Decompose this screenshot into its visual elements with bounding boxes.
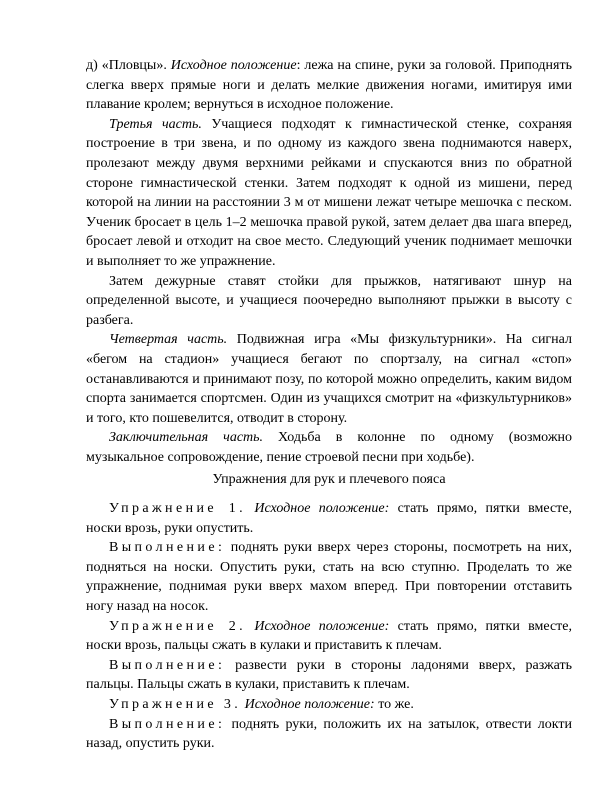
exercise-3-exec-text: поднять руки, положить их на затылок, отвести локти назад, опустить руки. — [86, 716, 572, 752]
exercise-1-term: Исходное положение: — [254, 501, 390, 517]
exercise-1-label: Упражнение 1. — [109, 501, 247, 517]
final-part-lead: Заключительная часть. — [109, 430, 264, 446]
exercise-1-exec-text: поднять руки вверх через стороны, посмотреть на них, подняться на носки. Опустить руки, стать на всю ступню. Проделать то же упражнение, поднимая руки вверх махом вперед. При повторении отставить ногу назад на носок. — [86, 540, 572, 615]
swimmers-lead: д) «Пловцы». — [86, 58, 171, 73]
exercise-2-exec-label: Выполнение: — [109, 657, 226, 673]
exercise-1-position — [86, 499, 572, 538]
exercise-3-term: Исходное положение: — [244, 697, 375, 712]
fourth-part-text: Подвижная игра «Мы физкультурники». На сигнал «бегом на стадион» учащиеся бегают по спортзалу, на сигнал «стоп» останавливаются и принимают позу, по которой можно определить, каким видом спорта занимается спортсмен. Один из учащихся смотрит на «физкультурников» и того, кто пошевелится, отводит в сторону. — [86, 332, 572, 426]
exercise-2-exec-text: развести руки в стороны ладонями вверх, разжать пальцы. Пальцы сжать в кулаки, приставить к плечам. — [86, 657, 572, 693]
third-part-lead: Третья часть. — [109, 116, 202, 132]
exercise-1-text: стать прямо, пятки вместе, носки врозь, руки опустить. — [86, 501, 573, 536]
jumps-text: Затем дежурные ставят стойки для прыжков, натягивают шнур на определенной высоте, и учащиеся поочередно выполняют прыжки в высоту с разбега. — [86, 273, 572, 328]
paragraph-fourth-part — [86, 330, 572, 428]
swimmers-text: : лежа на спине, руки за головой. Приподнять слегка вверх прямые ноги и делать мелкие движения ногами, имитируя ими плавание кролем; вернуться в исходное положение. — [86, 58, 572, 113]
paragraph-third-part — [86, 115, 572, 272]
third-part-text: Учащиеся подходят к гимнастической стенке, сохраняя построение в три звена, и по одному из каждого звена поднимаются наверх, пролезают между двумя верхними рейками и спускаются вниз по обратной стороне гимнастической стенки. Затем подходят к одной из мишени, перед которой на линии на расстоянии 3 м от мишени лежат четыре мешочка с песком. Ученик бросает в цель 1–2 мешочка правой рукой, затем делает два шага вперед, бросает левой и отходит на свое место. Следующий ученик поднимает мешочки и выполняет то же упражнение. — [86, 116, 572, 269]
swimmers-term: Исходное положение — [170, 58, 297, 73]
exercise-3-position — [86, 695, 572, 715]
fourth-part-lead: Четвертая часть. — [109, 332, 228, 348]
exercise-3-text: то же. — [374, 697, 414, 712]
paragraph-final-part — [86, 428, 572, 467]
exercise-2-label: Упражнение 2. — [109, 618, 247, 634]
final-part-text: Ходьба в колонне по одному (возможно музыкальное сопровождение, пение строевой песни при ходьбе). — [86, 430, 572, 465]
exercise-2-position — [86, 617, 572, 656]
exercise-1-exec-label: Выполнение: — [109, 540, 226, 556]
exercise-2-execution — [86, 656, 572, 695]
section-heading: Упражнения для рук и плечевого пояса — [212, 472, 446, 488]
document-page — [86, 56, 572, 754]
paragraph-swimmers — [86, 56, 572, 115]
exercise-3-execution — [86, 715, 572, 754]
paragraph-jumps — [86, 272, 572, 331]
exercise-2-term: Исходное положение: — [254, 618, 390, 634]
exercise-3-exec-label: Выполнение: — [109, 716, 226, 732]
exercise-2-text: стать прямо, пятки вместе, носки врозь, пальцы сжать в кулаки и приставить к плечам. — [86, 618, 573, 654]
exercise-3-label: Упражнение 3. — [109, 697, 242, 712]
exercise-1-execution — [86, 538, 572, 616]
